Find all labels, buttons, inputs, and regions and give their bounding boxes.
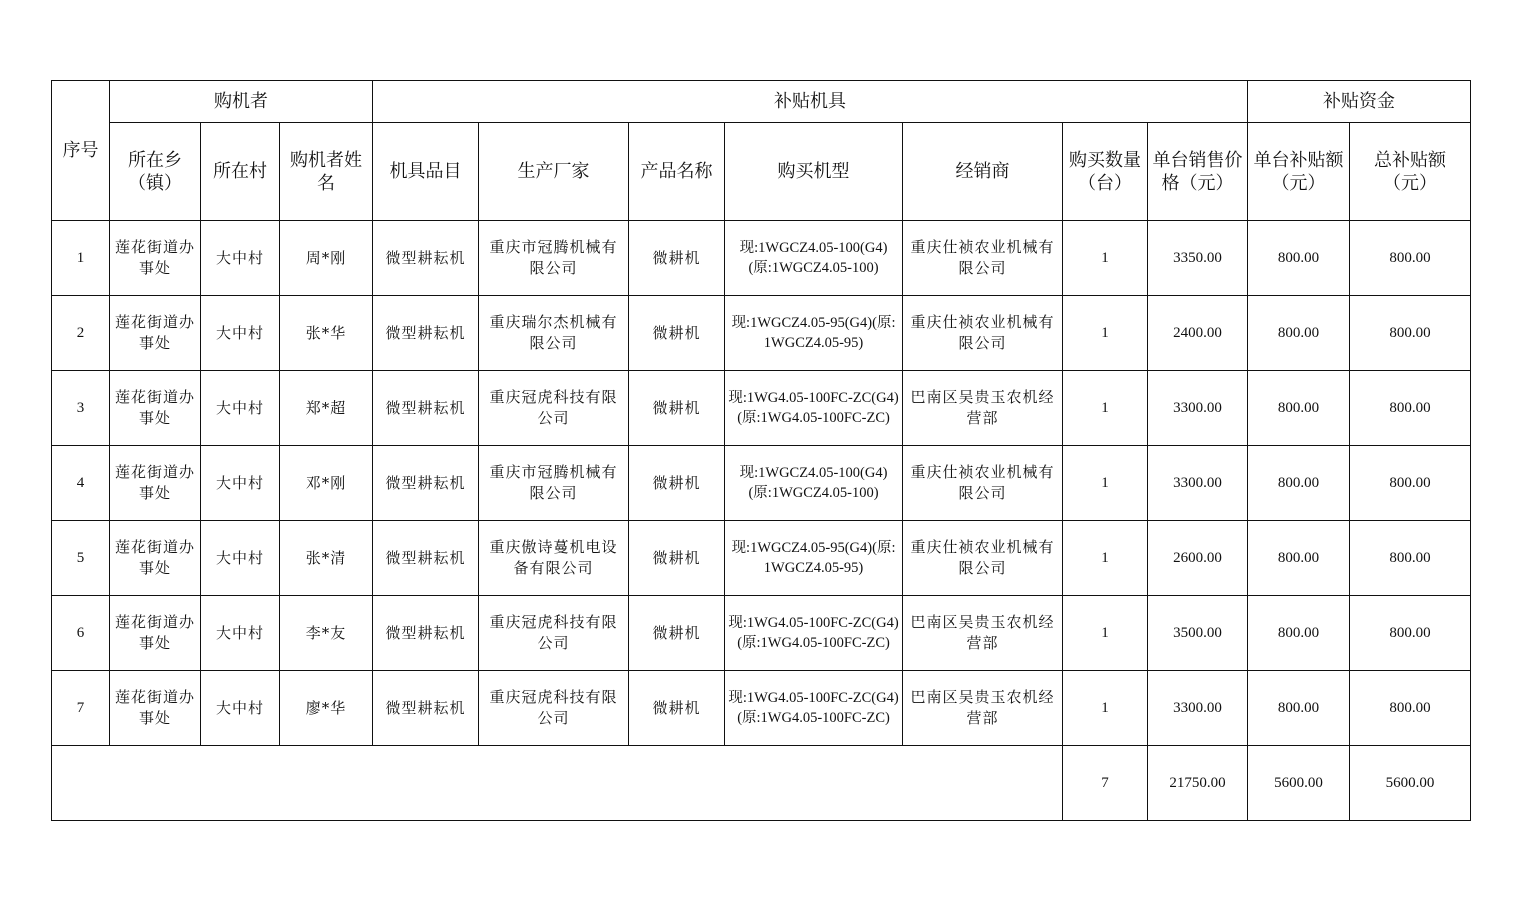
cell-manufacturer: 重庆冠虎科技有限公司 [479,596,629,671]
header-unit-subsidy: 单台补贴额（元） [1248,123,1350,221]
cell-quantity: 1 [1063,446,1148,521]
cell-unit-subsidy: 800.00 [1248,296,1350,371]
cell-seq: 7 [52,671,110,746]
cell-manufacturer: 重庆瑞尔杰机械有限公司 [479,296,629,371]
cell-buyer-name: 廖*华 [280,671,373,746]
cell-total-subsidy: 800.00 [1350,221,1471,296]
cell-category: 微型耕耘机 [373,521,479,596]
cell-dealer: 重庆仕祯农业机械有限公司 [903,221,1063,296]
header-group-machine: 补贴机具 [373,81,1248,123]
header-village: 所在村 [201,123,280,221]
cell-town: 莲花街道办事处 [110,596,201,671]
totals-quantity: 7 [1063,746,1148,821]
header-group-buyer: 购机者 [110,81,373,123]
cell-quantity: 1 [1063,296,1148,371]
cell-total-subsidy: 800.00 [1350,371,1471,446]
cell-dealer: 巴南区吴贵玉农机经营部 [903,596,1063,671]
cell-village: 大中村 [201,521,280,596]
totals-total-subsidy: 5600.00 [1350,746,1471,821]
cell-product-name: 微耕机 [629,221,725,296]
cell-manufacturer: 重庆市冠腾机械有限公司 [479,446,629,521]
cell-unit-price: 3300.00 [1148,371,1248,446]
cell-unit-subsidy: 800.00 [1248,671,1350,746]
cell-model: 现:1WGCZ4.05-100(G4)(原:1WGCZ4.05-100) [725,446,903,521]
cell-model: 现:1WGCZ4.05-100(G4)(原:1WGCZ4.05-100) [725,221,903,296]
header-group-funds: 补贴资金 [1248,81,1471,123]
cell-town: 莲花街道办事处 [110,296,201,371]
cell-model: 现:1WG4.05-100FC-ZC(G4)(原:1WG4.05-100FC-ZC) [725,371,903,446]
cell-manufacturer: 重庆冠虎科技有限公司 [479,671,629,746]
cell-category: 微型耕耘机 [373,221,479,296]
cell-unit-subsidy: 800.00 [1248,221,1350,296]
cell-manufacturer: 重庆冠虎科技有限公司 [479,371,629,446]
cell-unit-price: 3350.00 [1148,221,1248,296]
cell-unit-price: 3500.00 [1148,596,1248,671]
cell-unit-price: 2400.00 [1148,296,1248,371]
header-buyer-name: 购机者姓名 [280,123,373,221]
cell-total-subsidy: 800.00 [1350,671,1471,746]
cell-unit-subsidy: 800.00 [1248,596,1350,671]
cell-town: 莲花街道办事处 [110,446,201,521]
cell-town: 莲花街道办事处 [110,371,201,446]
header-manufacturer: 生产厂家 [479,123,629,221]
cell-product-name: 微耕机 [629,596,725,671]
totals-row [52,746,1471,821]
cell-town: 莲花街道办事处 [110,671,201,746]
cell-product-name: 微耕机 [629,521,725,596]
cell-seq: 3 [52,371,110,446]
cell-manufacturer: 重庆市冠腾机械有限公司 [479,221,629,296]
subsidy-table [51,80,1471,821]
cell-model: 现:1WG4.05-100FC-ZC(G4)(原:1WG4.05-100FC-ZC) [725,596,903,671]
cell-unit-subsidy: 800.00 [1248,446,1350,521]
cell-dealer: 重庆仕祯农业机械有限公司 [903,446,1063,521]
cell-buyer-name: 邓*刚 [280,446,373,521]
header-unit-price: 单台销售价格（元） [1148,123,1248,221]
cell-manufacturer: 重庆傲诗蔓机电设备有限公司 [479,521,629,596]
cell-total-subsidy: 800.00 [1350,446,1471,521]
cell-buyer-name: 周*刚 [280,221,373,296]
cell-village: 大中村 [201,446,280,521]
cell-dealer: 重庆仕祯农业机械有限公司 [903,296,1063,371]
cell-village: 大中村 [201,296,280,371]
cell-seq: 5 [52,521,110,596]
cell-dealer: 重庆仕祯农业机械有限公司 [903,521,1063,596]
header-model: 购买机型 [725,123,903,221]
cell-product-name: 微耕机 [629,446,725,521]
cell-quantity: 1 [1063,371,1148,446]
cell-seq: 2 [52,296,110,371]
cell-category: 微型耕耘机 [373,371,479,446]
header-seq: 序号 [52,81,110,221]
totals-blank-cell [52,746,1063,821]
table-row [52,671,1471,746]
cell-model: 现:1WGCZ4.05-95(G4)(原:1WGCZ4.05-95) [725,521,903,596]
table-row [52,296,1471,371]
cell-village: 大中村 [201,371,280,446]
header-product-name: 产品名称 [629,123,725,221]
header-town: 所在乡（镇） [110,123,201,221]
cell-product-name: 微耕机 [629,371,725,446]
cell-unit-subsidy: 800.00 [1248,521,1350,596]
table-row [52,521,1471,596]
cell-buyer-name: 张*清 [280,521,373,596]
cell-quantity: 1 [1063,596,1148,671]
cell-buyer-name: 张*华 [280,296,373,371]
cell-category: 微型耕耘机 [373,296,479,371]
cell-unit-price: 3300.00 [1148,671,1248,746]
cell-village: 大中村 [201,671,280,746]
cell-category: 微型耕耘机 [373,446,479,521]
header-row-columns [52,123,1471,221]
cell-quantity: 1 [1063,521,1148,596]
cell-buyer-name: 郑*超 [280,371,373,446]
header-quantity: 购买数量（台） [1063,123,1148,221]
table-row [52,221,1471,296]
cell-unit-price: 3300.00 [1148,446,1248,521]
totals-price: 21750.00 [1148,746,1248,821]
cell-category: 微型耕耘机 [373,596,479,671]
cell-total-subsidy: 800.00 [1350,521,1471,596]
cell-seq: 4 [52,446,110,521]
totals-unit-subsidy: 5600.00 [1248,746,1350,821]
table-row [52,596,1471,671]
header-category: 机具品目 [373,123,479,221]
cell-seq: 1 [52,221,110,296]
cell-buyer-name: 李*友 [280,596,373,671]
cell-total-subsidy: 800.00 [1350,296,1471,371]
cell-village: 大中村 [201,596,280,671]
table-row [52,446,1471,521]
cell-dealer: 巴南区吴贵玉农机经营部 [903,371,1063,446]
cell-town: 莲花街道办事处 [110,221,201,296]
table-row [52,371,1471,446]
cell-quantity: 1 [1063,221,1148,296]
cell-seq: 6 [52,596,110,671]
cell-model: 现:1WG4.05-100FC-ZC(G4)(原:1WG4.05-100FC-ZC) [725,671,903,746]
header-dealer: 经销商 [903,123,1063,221]
cell-unit-subsidy: 800.00 [1248,371,1350,446]
header-row-groups [52,81,1471,123]
cell-quantity: 1 [1063,671,1148,746]
cell-model: 现:1WGCZ4.05-95(G4)(原:1WGCZ4.05-95) [725,296,903,371]
cell-town: 莲花街道办事处 [110,521,201,596]
cell-dealer: 巴南区吴贵玉农机经营部 [903,671,1063,746]
cell-product-name: 微耕机 [629,296,725,371]
cell-unit-price: 2600.00 [1148,521,1248,596]
cell-village: 大中村 [201,221,280,296]
header-total-subsidy: 总补贴额（元） [1350,123,1471,221]
cell-product-name: 微耕机 [629,671,725,746]
cell-category: 微型耕耘机 [373,671,479,746]
cell-total-subsidy: 800.00 [1350,596,1471,671]
